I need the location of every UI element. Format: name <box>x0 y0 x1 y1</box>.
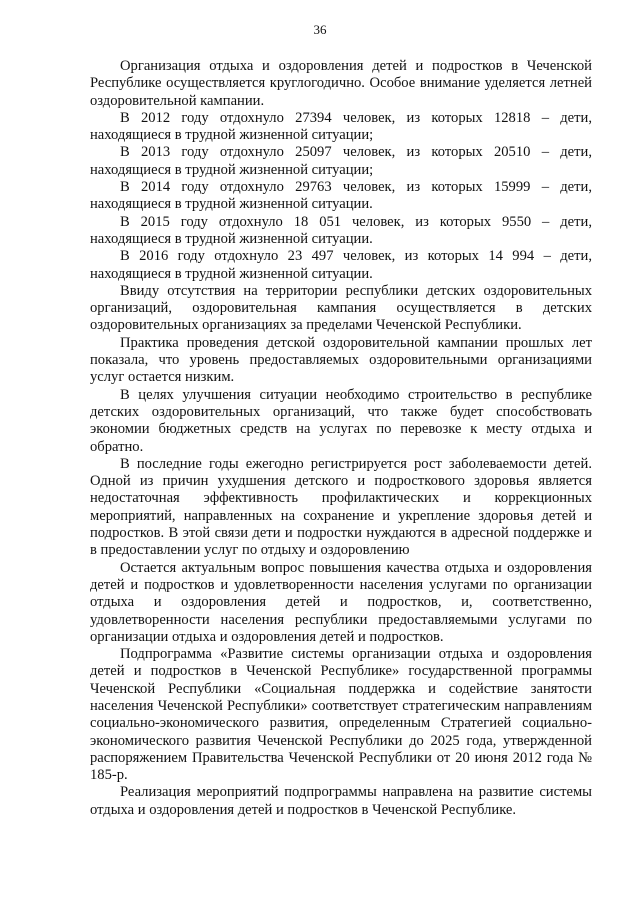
paragraph-implementation: Реализация мероприятий подпрограммы направлена на развитие системы отдыха и оздоровления детей и подростков в Чеченской Республике. <box>90 784 592 818</box>
paragraph-intro: Организация отдыха и оздоровления детей и подростков в Чеченской Республике осуществляется круглогодично. Особое внимание уделяется летней оздоровительной кампании. <box>90 58 592 109</box>
paragraph-construction: В целях улучшения ситуации необходимо строительство в республике детских оздоровительных организаций, что также будет способствовать экономии бюджетных средств на услугах по перевозке к месту отдыха и обратно. <box>90 386 592 455</box>
paragraph-2012: В 2012 году отдохнуло 27394 человек, из которых 12818 – дети, находящиеся в трудной жизненной ситуации; <box>90 109 592 144</box>
paragraph-morbidity: В последние годы ежегодно регистрируется рост заболеваемости детей. Одной из причин ухудшения детского и подросткового здоровья является недостаточная эффективность профилактических и коррекционных мероприятий, направленных на сохранение и укрепление здоровья детей и подростков. В этой связи дети и подростки нуждаются в адресной поддержке и в предоставлении услуг по отдыху и оздоровлению <box>90 455 592 559</box>
paragraph-2015: В 2015 году отдохнуло 18 051 человек, из которых 9550 – дети, находящиеся в трудной жизненной ситуации. <box>90 213 592 247</box>
paragraph-2013: В 2013 году отдохнуло 25097 человек, из которых 20510 – дети, находящиеся в трудной жизненной ситуации; <box>90 144 592 178</box>
paragraph-2014: В 2014 году отдохнуло 29763 человек, из которых 15999 – дети, находящиеся в трудной жизненной ситуации. <box>90 179 592 213</box>
document-body <box>90 58 592 819</box>
paragraph-practice: Практика проведения детской оздоровительной кампании прошлых лет показала, что уровень предоставляемых оздоровительными организациями услуг остается низким. <box>90 334 592 386</box>
paragraph-subprogram: Подпрограмма «Развитие системы организации отдыха и оздоровления детей и подростков в Чеченской Республике» государственной программы Чеченской Республики «Социальная поддержка и содействие занятости населения Чеченской Республики» соответствует стратегическим направлениям социально-экономического развития, определенным Стратегией социально-экономического развития Чеченской Республики до 2025 года, утвержденной распоряжением Правительства Чеченской Республики от 20 июня 2012 года № 185-р. <box>90 646 592 784</box>
paragraph-quality: Остается актуальным вопрос повышения качества отдыха и оздоровления детей и подростков и удовлетворенности населения услугами по организации отдыха и оздоровления детей и подростков, и, соответственно, удовлетворенности населения республики предоставляемыми услугами по организации отдыха и оздоровления детей и подростков. <box>90 559 592 645</box>
paragraph-no-organizations: Ввиду отсутствия на территории республики детских оздоровительных организаций, оздоровительная кампания осуществляется в детских оздоровительных организациях за пределами Чеченской Республики. <box>90 282 592 334</box>
page-number: 36 <box>313 22 327 37</box>
paragraph-2016: В 2016 году отдохнуло 23 497 человек, из которых 14 994 – дети, находящиеся в трудной жизненной ситуации. <box>90 248 592 282</box>
